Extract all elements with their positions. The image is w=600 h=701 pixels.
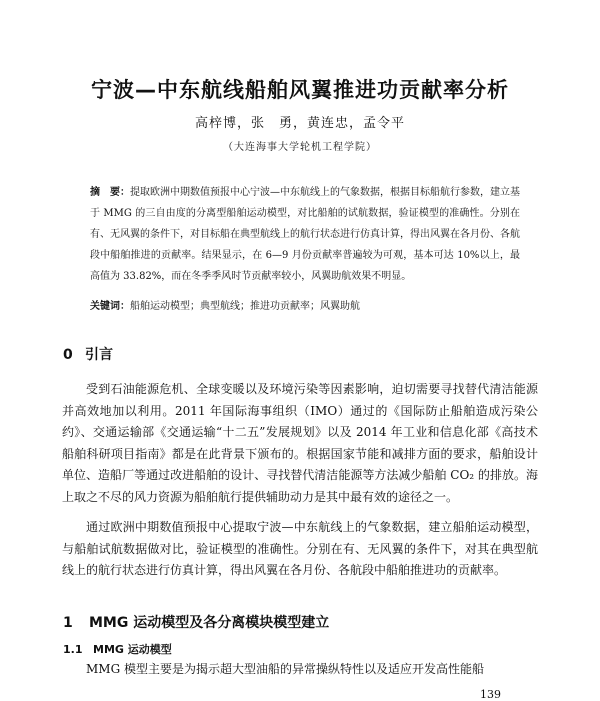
subsection-title: MMG 运动模型 xyxy=(93,643,172,656)
section-number: 0 xyxy=(63,347,73,363)
section-number: 1 xyxy=(63,615,73,631)
subsection-heading-1-1 xyxy=(63,641,172,657)
section-heading-1 xyxy=(63,612,329,632)
abstract-text: 提取欧洲中期数值预报中心宁波—中东航线上的气象数据，根据目标船航行参数，建立基于 MMG 的三自由度的分离型船舶运动模型，对比船舶的试航数据，验证模型的准确性。分别在有、无风翼的条件下，对目标船在典型航线上的航行状态进行仿真计算，得出风翼在各月份、各航段中船舶推进的贡献率。结果显示，在 6—9 月份贡献率普遍较为可观，基本可达 10%以上，最高值为 33.82%，而在冬季季风时节贡献率较小，风翼助航效果不明显。 xyxy=(90,187,520,282)
subsection-number: 1.1 xyxy=(63,643,83,656)
section-title: MMG 运动模型及各分离模块模型建立 xyxy=(89,615,330,631)
paper-affiliation: （大连海事大学轮机工程学院） xyxy=(223,142,377,153)
paper-authors: 高梓博，张 勇，黄连忠，孟令平 xyxy=(194,116,405,131)
keywords-block xyxy=(90,297,520,317)
section-title: 引言 xyxy=(85,347,113,363)
keywords-text: 船舶运动模型；典型航线；推进功贡献率；风翼助航 xyxy=(130,301,360,312)
abstract-block xyxy=(90,182,520,287)
abstract-label: 摘 要： xyxy=(90,187,130,198)
keywords-label: 关键词： xyxy=(90,301,130,312)
paper-title: 宁波—中东航线船舶风翼推进功贡献率分析 xyxy=(91,78,509,102)
page-number: 139 xyxy=(480,688,501,701)
body-paragraph-3: MMG 模型主要是为揭示超大型油船的异常操纵特性以及适应开发高性能船 xyxy=(86,662,484,676)
body-paragraph-1: 受到石油能源危机、全球变暖以及环境污染等因素影响，迫切需要寻找替代清洁能源并高效地加以利用。2011 年国际海事组织（IMO）通过的《国际防止船舶造成污染公约》、交通运输部《交通运输“十二五”发展规划》以及 2014 年工业和信息化部《高技术船舶科研项目指南》都是在此背景下颁布的。根据国家节能和减排方面的要求，船舶设计单位、造船厂等通过改进船舶的设计、寻找替代清洁能源等方法减少船舶 CO₂ 的排放。海上取之不尽的风力资源为船舶航行提供辅助动力是其中最有效的途径之一。 xyxy=(62,382,538,504)
section-heading-intro xyxy=(63,344,113,364)
body-paragraph-2: 通过欧洲中期数值预报中心提取宁波—中东航线上的气象数据，建立船舶运动模型，与船舶试航数据做对比，验证模型的准确性。分别在有、无风翼的条件下，对其在典型航线上的航行状态进行仿真计算，得出风翼在各月份、各航段中船舶推进功的贡献率。 xyxy=(62,520,538,577)
